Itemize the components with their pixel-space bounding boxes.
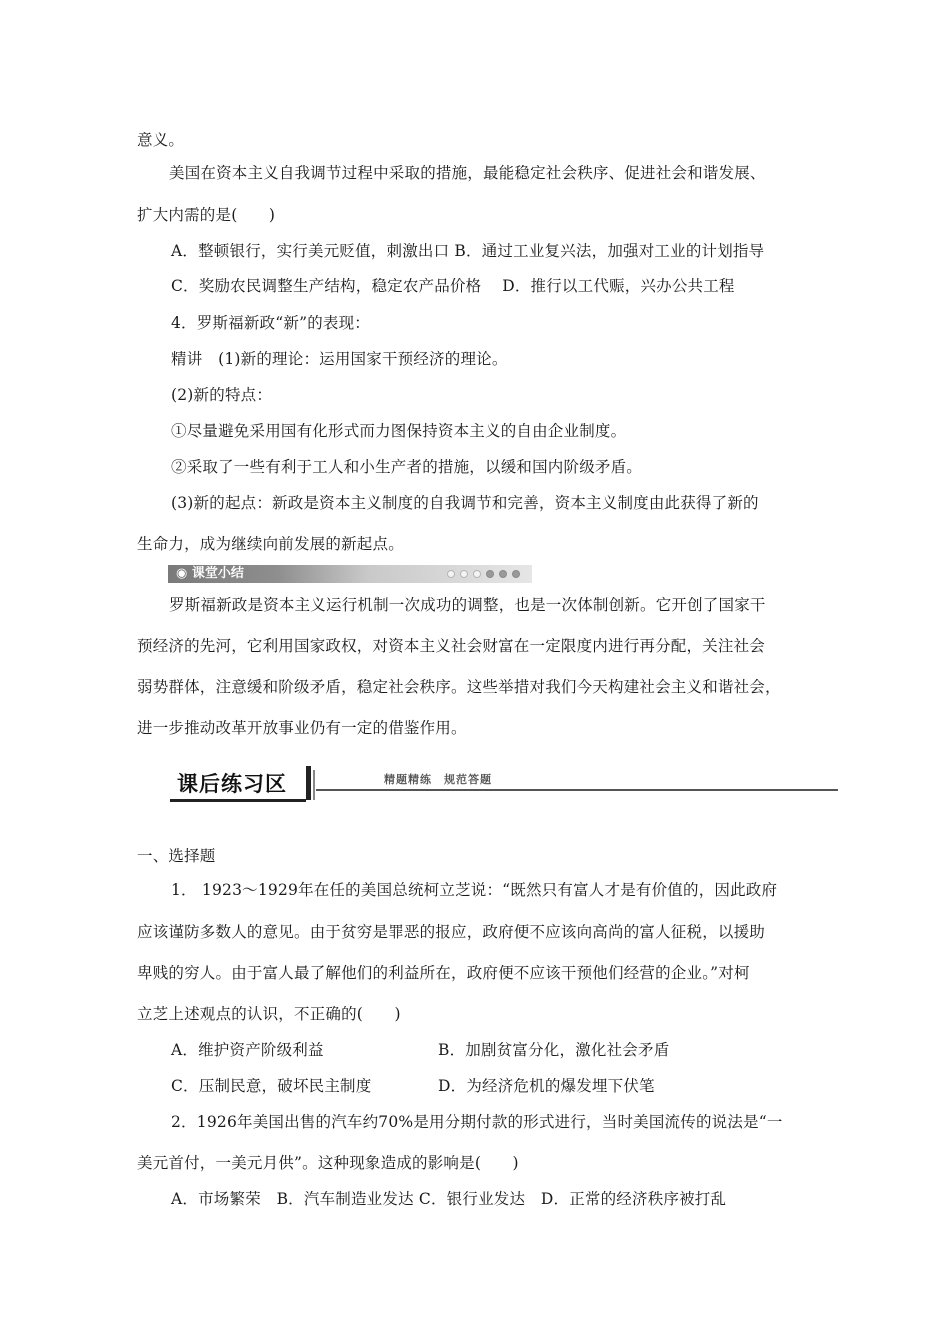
dot-icon: [499, 570, 507, 578]
summary-text: 预经济的先河，它利用国家政权，对资本主义社会财富在一定限度内进行再分配，关注社会: [137, 637, 766, 655]
summary-label: ◉ 课堂小结: [176, 566, 244, 581]
option-a: A．维护资产阶级利益: [171, 1041, 324, 1059]
question-stem: 美元首付，一美元月供”。这种现象造成的影响是( ): [137, 1154, 519, 1172]
question-stem: 卑贱的穷人。由于富人最了解他们的利益所在，政府便不应该干预他们经营的企业。”对柯: [137, 964, 750, 982]
dot-icon: [473, 570, 481, 578]
option-b: B．加剧贫富分化，激化社会矛盾: [438, 1041, 670, 1059]
section-underline: [170, 799, 306, 802]
question-stem: 扩大内需的是( ): [137, 206, 276, 224]
dot-icon: [512, 570, 520, 578]
section-divider: [306, 766, 311, 800]
exercise-heading: 一、选择题: [137, 847, 216, 865]
section-subtitle: 精题精练 规范答题: [384, 773, 492, 786]
point-heading: 4．罗斯福新政“新”的表现：: [171, 314, 371, 332]
question-stem: 1． 1923～1929年在任的美国总统柯立芝说：“既然只有富人才是有价值的，因此政府: [171, 881, 778, 899]
question-stem: 应该谨防多数人的意见。由于贫穷是罪恶的报应，政府便不应该向高尚的富人征税，以援助: [137, 923, 766, 941]
dot-icon: [460, 570, 468, 578]
text-line: 精讲 (1)新的理论：运用国家干预经济的理论。: [171, 350, 508, 368]
text-line: ①尽量避免采用国有化形式而力图保持资本主义的自由企业制度。: [171, 422, 627, 440]
section-rule: [316, 789, 838, 791]
text-line: (2)新的特点：: [171, 386, 273, 404]
text-line: ②采取了一些有利于工人和小生产者的措施，以缓和国内阶级矛盾。: [171, 458, 643, 476]
question-stem: 立芝上述观点的认识，不正确的( ): [137, 1005, 401, 1023]
text-line: 生命力，成为继续向前发展的新起点。: [137, 535, 404, 553]
question-stem: 2．1926年美国出售的汽车约70%是用分期付款的形式进行，当时美国流传的说法是“一: [171, 1113, 783, 1131]
dot-icon: [486, 570, 494, 578]
summary-banner: [168, 565, 532, 583]
option-c: C．压制民意，破坏民主制度: [171, 1077, 372, 1095]
summary-text: 弱势群体，注意缓和阶级矛盾，稳定社会秩序。这些举措对我们今天构建社会主义和谐社会，: [137, 678, 781, 696]
section-divider: [313, 770, 315, 800]
summary-text: 罗斯福新政是资本主义运行机制一次成功的调整，也是一次体制创新。它开创了国家干: [169, 596, 766, 614]
summary-text: 进一步推动改革开放事业仍有一定的借鉴作用。: [137, 719, 467, 737]
decor-dots: [447, 570, 520, 578]
option-line: A．整顿银行，实行美元贬值，刺激出口 B．通过工业复兴法，加强对工业的计划指导: [171, 242, 765, 260]
text-line: (3)新的起点：新政是资本主义制度的自我调节和完善，资本主义制度由此获得了新的: [171, 494, 759, 512]
question-stem: 美国在资本主义自我调节过程中采取的措施，最能稳定社会秩序、促进社会和谐发展、: [169, 164, 766, 182]
option-d: D．为经济危机的爆发埋下伏笔: [438, 1077, 655, 1095]
dot-icon: [447, 570, 455, 578]
text-line: 意义。: [137, 131, 185, 149]
option-line: A．市场繁荣 B．汽车制造业发达 C．银行业发达 D．正常的经济秩序被打乱: [171, 1190, 727, 1208]
option-line: C．奖励农民调整生产结构，稳定农产品价格 D．推行以工代赈，兴办公共工程: [171, 277, 735, 295]
section-title: 课后练习区: [177, 772, 287, 796]
